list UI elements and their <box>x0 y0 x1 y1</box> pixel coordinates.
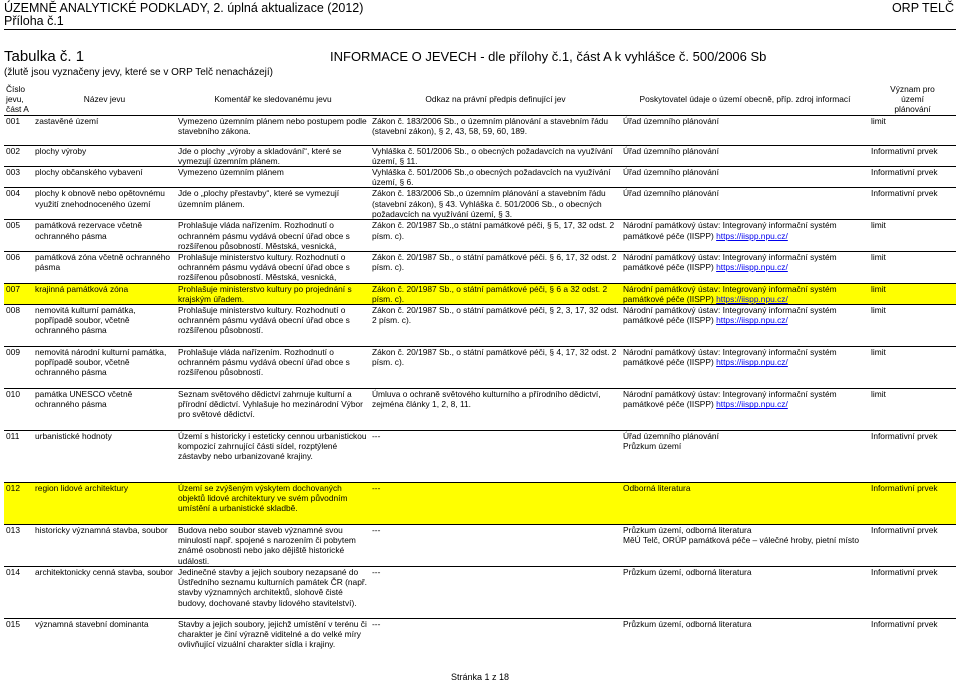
row-law: --- <box>370 567 621 619</box>
provider-text: Národní památkový ústav: Integrovaný informační systém památkové péče (IISPP) <box>623 347 837 368</box>
col-provider-header: Poskytovatel údaje o území obecně, příp. zdroj informací <box>621 84 869 115</box>
table-row <box>4 283 956 304</box>
provider-text: Úřad územního plánování <box>623 145 719 156</box>
row-comment: Prohlašuje ministerstvo kultury po projednání s krajským úřadem. <box>176 283 370 304</box>
row-num: 008 <box>4 305 33 347</box>
orp-label: ORP TELČ <box>891 1 954 15</box>
provider-text: Průzkum území, odborná literatura MěÚ Telč, ORÚP památková péče – válečné hroby, pietní místo <box>623 525 860 546</box>
row-name: významná stavební dominanta <box>33 619 176 661</box>
row-meaning: Informativní prvek <box>869 525 956 567</box>
row-name: nemovitá národní kulturní památka, popřípadě soubor, včetně ochranného pásma <box>33 347 176 389</box>
row-meaning: limit <box>869 283 956 304</box>
provider-text: Národní památkový ústav: Integrovaný informační systém památkové péče (IISPP) <box>623 305 837 326</box>
row-provider <box>621 389 869 431</box>
row-meaning: limit <box>869 252 956 284</box>
provider-text: Průzkum území, odborná literatura <box>623 619 752 630</box>
row-num: 011 <box>4 431 33 483</box>
row-comment: Vymezeno územním plánem <box>176 167 370 188</box>
row-law: Zákon č. 183/2006 Sb., o územním plánování a stavebním řádu (stavební zákon), § 2, 43, 58, 59, 60, 189. <box>370 115 621 145</box>
row-name: urbanistické hodnoty <box>33 431 176 483</box>
row-num: 004 <box>4 188 33 220</box>
row-num: 015 <box>4 619 33 661</box>
iispp-link[interactable]: https://iispp.npu.cz/ <box>716 315 788 326</box>
table-row <box>4 167 956 188</box>
iispp-link[interactable]: https://iispp.npu.cz/ <box>716 230 788 241</box>
row-num: 014 <box>4 567 33 619</box>
row-comment: Jde o plochy „výroby a skladování“, které se vymezují územním plánem. <box>176 145 370 166</box>
col-law-header: Odkaz na právní předpis definující jev <box>370 84 621 115</box>
row-name: památková rezervace včetně ochranného pásma <box>33 220 176 252</box>
row-provider <box>621 145 869 166</box>
row-name: zastavěné území <box>33 115 176 145</box>
table-row <box>4 567 956 619</box>
table-row <box>4 115 956 145</box>
row-comment: Seznam světového dědictví zahrnuje kulturní a přírodní dědictví. Vyhlašuje ho mezinárodní Výbor pro světové dědictví. <box>176 389 370 431</box>
table-row <box>4 483 956 525</box>
col-name-header: Název jevu <box>33 84 176 115</box>
row-name: plochy výroby <box>33 145 176 166</box>
col-comment-header: Komentář ke sledovanému jevu <box>176 84 370 115</box>
row-name: region lidové architektury <box>33 483 176 525</box>
row-law: Vyhláška č. 501/2006 Sb., o obecných požadavcích na využívání území, § 11. <box>370 145 621 166</box>
row-comment: Prohlašuje ministerstvo kultury. Rozhodnutí o ochranném pásmu vydává obecní úřad obce s rozšířenou působností. <box>176 305 370 347</box>
row-num: 013 <box>4 525 33 567</box>
row-name: nemovitá kulturní památka, popřípadě soubor, včetně ochranného pásma <box>33 305 176 347</box>
row-meaning: Informativní prvek <box>869 431 956 483</box>
row-provider <box>621 115 869 145</box>
row-num: 002 <box>4 145 33 166</box>
row-law: --- <box>370 483 621 525</box>
row-law: Zákon č. 20/1987 Sb., o státní památkové péči, § 2, 3, 17, 32 odst. 2 písm. c). <box>370 305 621 347</box>
iispp-link[interactable]: https://iispp.npu.cz/ <box>716 293 788 304</box>
row-law: Zákon č. 183/2006 Sb.,o územním plánování a stavebním řádu (stavební zákon), § 43. Vyhláška č. 501/2006 Sb., o obecných požadavcích na využívání území, § 3. <box>370 188 621 220</box>
row-meaning: limit <box>869 220 956 252</box>
row-law: Vyhláška č. 501/2006 Sb.,o obecných požadavcích na využívání území, § 6. <box>370 167 621 188</box>
row-provider <box>621 305 869 347</box>
row-provider <box>621 347 869 389</box>
row-comment: Stavby a jejich soubory, jejichž umístění v terénu či charakter je činí výrazně viditelné a do velké míry ovlivňující vizuální charakter sídla i krajiny. <box>176 619 370 661</box>
table-row <box>4 252 956 284</box>
row-law: Zákon č. 20/1987 Sb., o státní památkové péči. § 6, 17, 32 odst. 2 písm. c). <box>370 252 621 284</box>
row-num: 009 <box>4 347 33 389</box>
row-law: --- <box>370 431 621 483</box>
row-meaning: Informativní prvek <box>869 483 956 525</box>
row-law: Úmluva o ochraně světového kulturního a přírodního dědictví, zejména články 1, 2, 8, 11. <box>370 389 621 431</box>
iispp-link[interactable]: https://iispp.npu.cz/ <box>716 357 788 368</box>
provider-text: Odborná literatura <box>623 483 691 494</box>
row-name: plochy k obnově nebo opětovnému využití znehodnoceného území <box>33 188 176 220</box>
row-meaning: Informativní prvek <box>869 188 956 220</box>
row-provider <box>621 567 869 619</box>
col-meaning-header: Význam pro území plánování <box>869 84 956 115</box>
row-provider <box>621 252 869 284</box>
provider-text: Úřad územního plánování Průzkum území <box>623 431 719 452</box>
row-law: --- <box>370 525 621 567</box>
row-law: Zákon č. 20/1987 Sb., o státní památkové péči, § 4, 17, 32 odst. 2 písm. c). <box>370 347 621 389</box>
row-name: historicky významná stavba, soubor <box>33 525 176 567</box>
row-name: krajinná památková zóna <box>33 283 176 304</box>
row-law: Zákon č. 20/1987 Sb.,o státní památkové péči, § 5, 17, 32 odst. 2 písm. c). <box>370 220 621 252</box>
row-comment: Území s historicky i esteticky cennou urbanistickou kompozicí zahrnující části sídel, rozptýlené zástavby nebo urbanizované krajiny. <box>176 431 370 483</box>
row-num: 006 <box>4 252 33 284</box>
document-title: ÚZEMNĚ ANALYTICKÉ PODKLADY, 2. úplná aktualizace (2012) <box>4 1 364 15</box>
table-note: (žlutě jsou vyznačeny jevy, které se v ORP Telč nenacházejí) <box>4 67 274 78</box>
provider-text: Úřad územního plánování <box>623 188 719 199</box>
table-row <box>4 525 956 567</box>
row-provider <box>621 283 869 304</box>
row-comment: Jedinečné stavby a jejich soubory nezapsané do Ústředního seznamu kulturních památek ČR (např. stavby významných architektů, slohově čisté budovy, dochované stavby lidového stavitelství). <box>176 567 370 619</box>
row-meaning: limit <box>869 115 956 145</box>
provider-text: Úřad územního plánování <box>623 167 719 178</box>
row-num: 005 <box>4 220 33 252</box>
row-num: 007 <box>4 283 33 304</box>
row-provider <box>621 431 869 483</box>
table-row <box>4 145 956 166</box>
row-comment: Prohlašuje vláda nařízením. Rozhodnutí o ochranném pásmu vydává obecní úřad obce s rozšířenou působností. Městská, vesnická, <box>176 220 370 252</box>
table-row <box>4 220 956 252</box>
table-header-row <box>4 84 956 115</box>
header-divider <box>4 29 956 30</box>
row-name: památka UNESCO včetně ochranného pásma <box>33 389 176 431</box>
row-comment: Vymezeno územním plánem nebo postupem podle stavebního zákona. <box>176 115 370 145</box>
table-row <box>4 305 956 347</box>
row-meaning: limit <box>869 347 956 389</box>
row-num: 001 <box>4 115 33 145</box>
row-num: 010 <box>4 389 33 431</box>
row-comment: Území se zvýšeným výskytem dochovaných objektů lidové architektury ve svém původním umístění a urbanistické skladbě. <box>176 483 370 525</box>
provider-text: Národní památkový ústav: Integrovaný informační systém památkové péče (IISPP) <box>623 220 837 241</box>
table-row <box>4 347 956 389</box>
row-provider <box>621 188 869 220</box>
row-meaning: limit <box>869 389 956 431</box>
row-comment: Prohlašuje vláda nařízením. Rozhodnutí o ochranném pásmu vydává obecní úřad obce s rozšířenou působností. <box>176 347 370 389</box>
row-provider <box>621 525 869 567</box>
row-law: --- <box>370 619 621 661</box>
row-comment: Prohlašuje ministerstvo kultury. Rozhodnutí o ochranném pásmu vydává obecní úřad obce s rozšířenou působností. Městská, vesnická, <box>176 252 370 284</box>
row-name: architektonicky cenná stavba, soubor <box>33 567 176 619</box>
row-law: Zákon č. 20/1987 Sb., o státní památkové péči, § 6 a 32 odst. 2 písm. c). <box>370 283 621 304</box>
row-meaning: Informativní prvek <box>869 145 956 166</box>
row-num: 003 <box>4 167 33 188</box>
row-provider <box>621 167 869 188</box>
table-label: Tabulka č. 1 <box>4 48 85 65</box>
jev-table <box>4 84 956 661</box>
page-footer: Stránka 1 z 18 <box>450 672 510 682</box>
row-name: památková zóna včetně ochranného pásma <box>33 252 176 284</box>
provider-text: Úřad územního plánování <box>623 115 719 126</box>
table-row <box>4 619 956 661</box>
row-provider <box>621 483 869 525</box>
table-row <box>4 389 956 431</box>
row-comment: Budova nebo soubor staveb významné svou minulostí např. spojené s narozením či pobytem známé osobnosti nebo jako dějiště historické události. <box>176 525 370 567</box>
row-meaning: limit <box>869 305 956 347</box>
provider-text: Národní památkový ústav: Integrovaný informační systém památkové péče (IISPP) <box>623 389 837 410</box>
row-meaning: Informativní prvek <box>869 567 956 619</box>
attachment-label: Příloha č.1 <box>4 14 64 28</box>
table-row <box>4 431 956 483</box>
row-provider <box>621 220 869 252</box>
row-provider <box>621 619 869 661</box>
row-meaning: Informativní prvek <box>869 619 956 661</box>
table-row <box>4 188 956 220</box>
provider-text: Průzkum území, odborná literatura <box>623 567 752 578</box>
row-meaning: Informativní prvek <box>869 167 956 188</box>
row-name: plochy občanského vybavení <box>33 167 176 188</box>
row-comment: Jde o „plochy přestavby“, které se vymezují územním plánem. <box>176 188 370 220</box>
col-num-header: Číslo jevu, část A <box>4 84 33 115</box>
row-num: 012 <box>4 483 33 525</box>
iispp-link[interactable]: https://iispp.npu.cz/ <box>716 262 788 273</box>
provider-text: Národní památkový ústav: Integrovaný informační systém památkové péče (IISPP) <box>623 252 837 273</box>
provider-text: Národní památkový ústav: Integrovaný informační systém památkové péče (IISPP) <box>623 283 837 304</box>
iispp-link[interactable]: https://iispp.npu.cz/ <box>716 399 788 410</box>
table-info: INFORMACE O JEVECH - dle přílohy č.1, část A k vyhlášce č. 500/2006 Sb <box>330 49 767 64</box>
